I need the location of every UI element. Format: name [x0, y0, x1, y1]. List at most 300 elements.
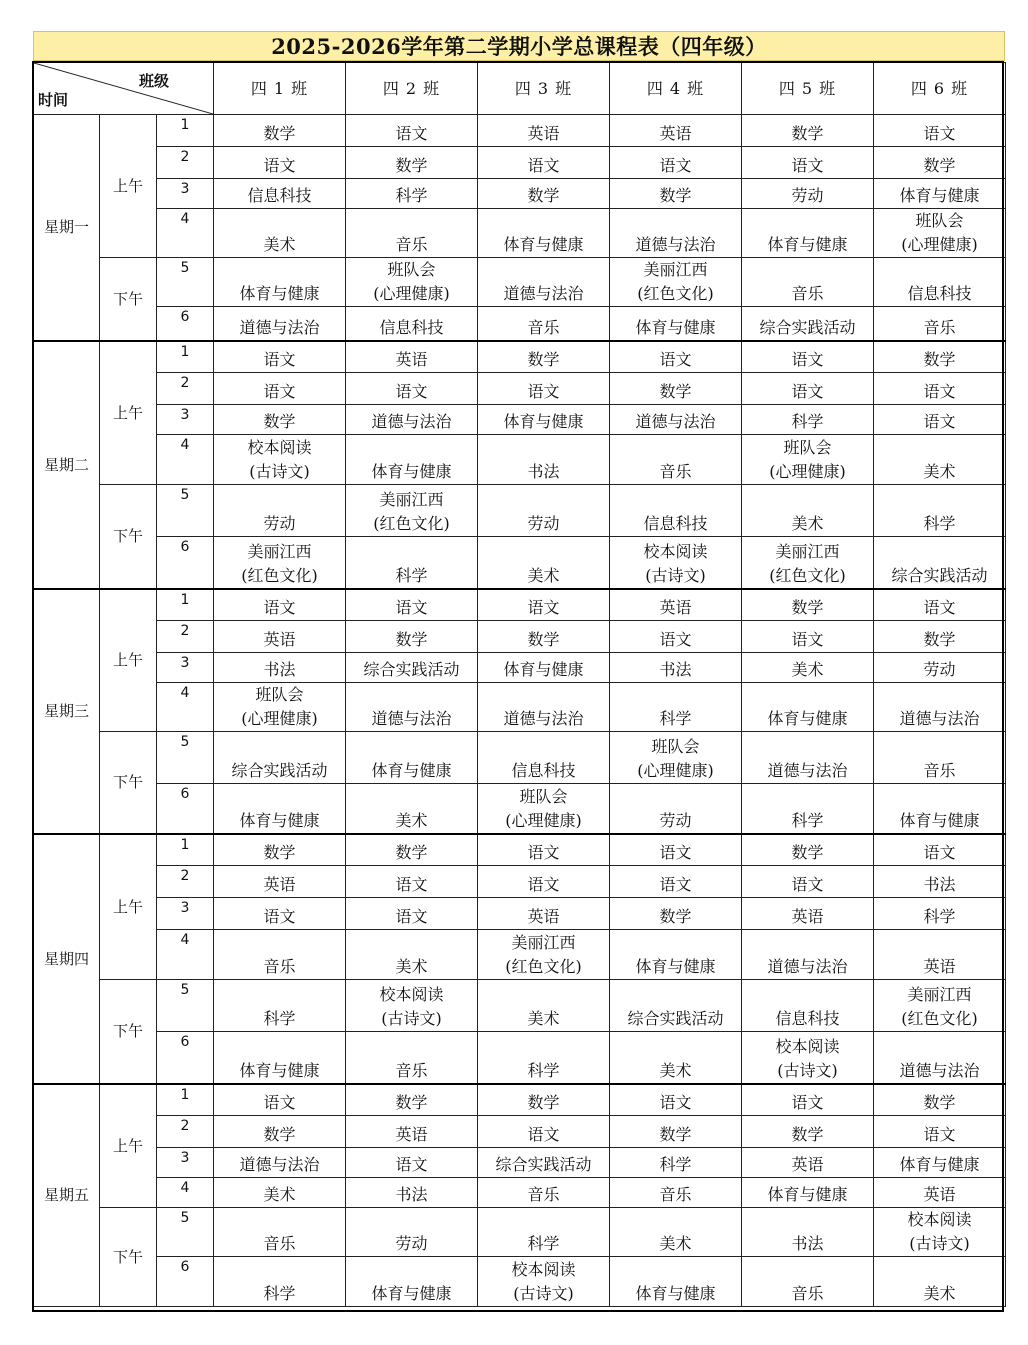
- subject-cell: [478, 834, 610, 866]
- subject-cell: [478, 683, 610, 732]
- subject-text: 语文: [791, 350, 824, 369]
- subject-cell: [346, 980, 478, 1032]
- subject-cell: [874, 866, 1006, 898]
- subject-text: 美术: [527, 1009, 560, 1028]
- subject-text: 信息科技: [643, 514, 708, 533]
- period-number: 5: [157, 980, 214, 1032]
- subject-cell: [346, 866, 478, 898]
- subject-cell: [742, 115, 874, 147]
- subject-text: 语文: [659, 630, 692, 649]
- subject-cell: [610, 1084, 742, 1116]
- subject-text: 班队会: [915, 211, 964, 230]
- subject-text: 英语: [263, 875, 296, 894]
- subject-text: (古诗文): [909, 1234, 970, 1253]
- subject-cell: [346, 930, 478, 980]
- subject-text: 美术: [395, 810, 428, 830]
- subject-text: 劳动: [527, 514, 560, 533]
- subject-text: 数学: [527, 1093, 560, 1112]
- table-row: [34, 683, 1006, 732]
- subject-text: 音乐: [395, 235, 428, 254]
- subject-text: 美术: [791, 514, 824, 533]
- period-number: 6: [157, 307, 214, 341]
- subject-text: 语文: [923, 843, 956, 862]
- period-number: 6: [157, 784, 214, 834]
- subject-text: 语文: [923, 382, 956, 401]
- subject-cell: [214, 179, 346, 209]
- subject-text: 综合实践活动: [759, 317, 856, 337]
- subject-text: 科学: [923, 514, 956, 533]
- subject-cell: [478, 341, 610, 373]
- period-number: 1: [157, 834, 214, 866]
- period-number: 5: [157, 485, 214, 537]
- subject-cell: [742, 1032, 874, 1084]
- subject-text: 校本阅读: [643, 541, 708, 561]
- subject-cell: [346, 1208, 478, 1257]
- subject-cell: [478, 653, 610, 683]
- subject-cell: [874, 537, 1006, 589]
- subject-text: 综合实践活动: [363, 660, 460, 679]
- subject-cell: [214, 435, 346, 485]
- subject-text: 科学: [659, 709, 692, 728]
- table-row: [34, 485, 1006, 537]
- subject-text: 英语: [395, 350, 428, 369]
- subject-text: 数学: [659, 1125, 692, 1144]
- subject-text: 道德与法治: [371, 709, 452, 728]
- subject-cell: [610, 1032, 742, 1084]
- subject-text: 数学: [395, 1093, 428, 1112]
- subject-text: 体育与健康: [503, 412, 584, 431]
- subject-text: 劳动: [395, 1234, 428, 1253]
- subject-text: 数学: [923, 350, 956, 369]
- subject-cell: [874, 834, 1006, 866]
- subject-text: 语文: [527, 156, 560, 175]
- subject-cell: [610, 435, 742, 485]
- subject-cell: [478, 930, 610, 980]
- subject-cell: [214, 589, 346, 621]
- subject-cell: [742, 898, 874, 930]
- subject-cell: [742, 258, 874, 307]
- subject-text: 语文: [659, 1093, 692, 1112]
- subject-cell: [214, 341, 346, 373]
- subject-text: 美丽江西: [511, 933, 576, 952]
- subject-cell: [610, 147, 742, 179]
- subject-text: 英语: [395, 1125, 428, 1144]
- subject-text: 数学: [791, 843, 824, 862]
- subject-cell: [874, 258, 1006, 307]
- subject-text: 音乐: [395, 1060, 428, 1080]
- subject-cell: [742, 784, 874, 834]
- subject-text: 语文: [263, 1093, 296, 1112]
- class-axis-label: 班级: [139, 72, 170, 90]
- subject-cell: [214, 1116, 346, 1148]
- subject-cell: [742, 1116, 874, 1148]
- subject-cell: [478, 866, 610, 898]
- subject-cell: [610, 1178, 742, 1208]
- table-row: [34, 866, 1006, 898]
- subject-text: 英语: [659, 124, 692, 143]
- period-number: 2: [157, 866, 214, 898]
- subject-cell: [610, 621, 742, 653]
- afternoon-label: 下午: [100, 258, 157, 341]
- subject-cell: [610, 683, 742, 732]
- subject-cell: [742, 653, 874, 683]
- subject-text: (心理健康): [373, 284, 450, 303]
- subject-cell: [742, 930, 874, 980]
- subject-text: 英语: [527, 124, 560, 143]
- subject-text: 体育与健康: [767, 709, 848, 728]
- afternoon-label: 下午: [100, 732, 157, 834]
- morning-label: 上午: [100, 1084, 157, 1208]
- subject-cell: [610, 834, 742, 866]
- subject-text: 数学: [923, 630, 956, 649]
- period-number: 5: [157, 258, 214, 307]
- subject-text: 语文: [791, 1093, 824, 1112]
- subject-cell: [478, 980, 610, 1032]
- subject-cell: [874, 341, 1006, 373]
- subject-cell: [874, 179, 1006, 209]
- subject-text: 语文: [263, 350, 296, 369]
- subject-cell: [214, 373, 346, 405]
- subject-text: 数学: [923, 1093, 956, 1112]
- subject-cell: [346, 1084, 478, 1116]
- subject-text: 校本阅读: [379, 985, 444, 1004]
- subject-text: 美术: [791, 660, 824, 679]
- subject-text: 英语: [263, 630, 296, 649]
- subject-cell: [346, 1116, 478, 1148]
- subject-text: 道德与法治: [767, 761, 848, 780]
- subject-text: 语文: [395, 382, 428, 401]
- subject-cell: [214, 621, 346, 653]
- subject-cell: [214, 209, 346, 258]
- subject-cell: [346, 341, 478, 373]
- period-number: 3: [157, 405, 214, 435]
- subject-cell: [610, 537, 742, 589]
- time-axis-label: 时间: [38, 91, 69, 109]
- subject-text: 体育与健康: [239, 810, 320, 830]
- subject-cell: [478, 179, 610, 209]
- subject-cell: [214, 980, 346, 1032]
- subject-cell: [742, 589, 874, 621]
- subject-cell: [742, 980, 874, 1032]
- subject-text: 音乐: [923, 761, 956, 780]
- subject-text: 综合实践活动: [891, 565, 988, 585]
- subject-cell: [214, 653, 346, 683]
- subject-text: 信息科技: [907, 284, 972, 303]
- subject-text: 数学: [659, 382, 692, 401]
- subject-text: 劳动: [791, 186, 824, 205]
- subject-text: 班队会: [387, 260, 436, 279]
- subject-text: 体育与健康: [503, 235, 584, 254]
- subject-cell: [874, 621, 1006, 653]
- subject-cell: [214, 307, 346, 341]
- table-row: [34, 1178, 1006, 1208]
- subject-text: 数学: [527, 350, 560, 369]
- subject-text: 数学: [791, 1125, 824, 1144]
- class-header: 四 1 班: [214, 63, 346, 115]
- subject-cell: [742, 621, 874, 653]
- subject-cell: [610, 179, 742, 209]
- period-number: 6: [157, 1032, 214, 1084]
- subject-text: 体育与健康: [503, 660, 584, 679]
- subject-cell: [874, 147, 1006, 179]
- subject-text: (心理健康): [637, 761, 714, 780]
- subject-cell: [346, 405, 478, 435]
- subject-cell: [214, 1257, 346, 1307]
- subject-text: 音乐: [263, 1234, 296, 1253]
- subject-text: 校本阅读: [775, 1036, 840, 1056]
- table-row: [34, 115, 1006, 147]
- subject-text: (古诗文): [777, 1060, 838, 1080]
- weekday-label: 星期一: [34, 115, 100, 341]
- subject-text: 英语: [923, 1185, 956, 1204]
- subject-cell: [610, 930, 742, 980]
- subject-cell: [478, 1084, 610, 1116]
- subject-cell: [478, 1148, 610, 1178]
- subject-cell: [874, 1032, 1006, 1084]
- subject-cell: [478, 373, 610, 405]
- subject-cell: [346, 537, 478, 589]
- subject-cell: [346, 834, 478, 866]
- subject-cell: [478, 1257, 610, 1307]
- subject-cell: [214, 115, 346, 147]
- period-number: 3: [157, 1148, 214, 1178]
- subject-cell: [610, 1148, 742, 1178]
- subject-text: 语文: [395, 875, 428, 894]
- subject-text: 校本阅读: [907, 1210, 972, 1229]
- subject-text: 体育与健康: [635, 317, 716, 337]
- subject-cell: [346, 258, 478, 307]
- subject-cell: [610, 485, 742, 537]
- subject-cell: [478, 1116, 610, 1148]
- table-row: [34, 435, 1006, 485]
- subject-text: 语文: [659, 875, 692, 894]
- subject-cell: [214, 1084, 346, 1116]
- corner-header: [34, 63, 214, 115]
- table-row: [34, 621, 1006, 653]
- subject-cell: [610, 866, 742, 898]
- subject-text: 体育与健康: [899, 186, 980, 205]
- subject-text: 道德与法治: [767, 957, 848, 976]
- subject-text: 语文: [527, 875, 560, 894]
- table-row: [34, 373, 1006, 405]
- subject-cell: [346, 1148, 478, 1178]
- subject-cell: [874, 1208, 1006, 1257]
- subject-cell: [214, 834, 346, 866]
- period-number: 2: [157, 1116, 214, 1148]
- subject-text: 体育与健康: [899, 810, 980, 830]
- table-row: [34, 179, 1006, 209]
- subject-cell: [610, 209, 742, 258]
- subject-text: (心理健康): [241, 709, 318, 728]
- subject-text: 语文: [263, 156, 296, 175]
- subject-cell: [874, 980, 1006, 1032]
- subject-cell: [742, 866, 874, 898]
- subject-cell: [610, 1208, 742, 1257]
- period-number: 4: [157, 683, 214, 732]
- schedule-table: [33, 62, 1006, 1307]
- subject-text: 美丽江西: [379, 490, 444, 509]
- subject-text: 校本阅读: [511, 1260, 576, 1279]
- subject-cell: [874, 115, 1006, 147]
- subject-cell: [346, 683, 478, 732]
- subject-text: 体育与健康: [371, 1284, 452, 1303]
- subject-text: 班队会: [519, 786, 568, 806]
- table-row: [34, 307, 1006, 341]
- subject-text: 综合实践活动: [495, 1155, 592, 1174]
- subject-text: 语文: [659, 843, 692, 862]
- class-header: 四 3 班: [478, 63, 610, 115]
- subject-text: 综合实践活动: [627, 1009, 724, 1028]
- period-number: 3: [157, 898, 214, 930]
- morning-label: 上午: [100, 589, 157, 732]
- subject-text: 数学: [527, 630, 560, 649]
- subject-cell: [742, 1148, 874, 1178]
- subject-cell: [874, 405, 1006, 435]
- subject-cell: [610, 784, 742, 834]
- subject-text: 书法: [263, 660, 296, 679]
- subject-cell: [478, 732, 610, 784]
- subject-cell: [610, 1116, 742, 1148]
- subject-cell: [346, 1178, 478, 1208]
- subject-cell: [874, 653, 1006, 683]
- afternoon-label: 下午: [100, 1208, 157, 1307]
- subject-cell: [742, 405, 874, 435]
- weekday-label: 星期四: [34, 834, 100, 1084]
- subject-text: 音乐: [527, 317, 560, 337]
- subject-text: 书法: [395, 1185, 428, 1204]
- subject-cell: [346, 784, 478, 834]
- afternoon-label: 下午: [100, 485, 157, 589]
- subject-text: 体育与健康: [635, 957, 716, 976]
- subject-text: 数学: [659, 907, 692, 926]
- subject-text: 体育与健康: [767, 1185, 848, 1204]
- subject-text: 音乐: [659, 462, 692, 481]
- subject-cell: [478, 784, 610, 834]
- table-row: [34, 784, 1006, 834]
- table-row: [34, 1148, 1006, 1178]
- subject-text: 语文: [791, 875, 824, 894]
- subject-text: 音乐: [791, 284, 824, 303]
- afternoon-label: 下午: [100, 980, 157, 1084]
- subject-text: 语文: [527, 1125, 560, 1144]
- subject-cell: [214, 683, 346, 732]
- subject-text: (红色文化): [241, 565, 318, 585]
- subject-cell: [478, 1032, 610, 1084]
- subject-cell: [346, 147, 478, 179]
- subject-cell: [610, 341, 742, 373]
- period-number: 4: [157, 1178, 214, 1208]
- subject-text: 美丽江西: [643, 260, 708, 279]
- subject-text: 美丽江西: [907, 985, 972, 1004]
- subject-text: 美术: [527, 565, 560, 585]
- subject-cell: [610, 307, 742, 341]
- subject-text: 英语: [527, 907, 560, 926]
- subject-cell: [874, 1148, 1006, 1178]
- subject-cell: [742, 179, 874, 209]
- period-number: 1: [157, 341, 214, 373]
- subject-cell: [214, 784, 346, 834]
- subject-text: 语文: [263, 907, 296, 926]
- subject-cell: [742, 537, 874, 589]
- subject-cell: [610, 589, 742, 621]
- subject-cell: [478, 898, 610, 930]
- subject-text: 英语: [923, 957, 956, 976]
- subject-text: 语文: [791, 382, 824, 401]
- subject-cell: [346, 485, 478, 537]
- subject-text: 语文: [527, 382, 560, 401]
- subject-cell: [610, 898, 742, 930]
- subject-text: (心理健康): [901, 235, 978, 254]
- subject-text: 数学: [395, 630, 428, 649]
- period-number: 2: [157, 147, 214, 179]
- subject-text: 道德与法治: [239, 317, 320, 337]
- period-number: 5: [157, 1208, 214, 1257]
- subject-text: (古诗文): [645, 565, 706, 585]
- subject-cell: [214, 1208, 346, 1257]
- subject-text: 英语: [791, 1155, 824, 1174]
- subject-cell: [874, 1116, 1006, 1148]
- subject-text: 校本阅读: [247, 438, 312, 457]
- period-number: 4: [157, 435, 214, 485]
- subject-text: (古诗文): [513, 1284, 574, 1303]
- subject-cell: [478, 621, 610, 653]
- subject-text: 音乐: [263, 957, 296, 976]
- subject-cell: [742, 1084, 874, 1116]
- subject-cell: [478, 537, 610, 589]
- table-row: [34, 930, 1006, 980]
- subject-text: 科学: [395, 565, 428, 585]
- subject-text: 美术: [395, 957, 428, 976]
- subject-text: 道德与法治: [371, 412, 452, 431]
- subject-cell: [478, 1178, 610, 1208]
- subject-text: 科学: [263, 1284, 296, 1303]
- subject-text: 语文: [263, 382, 296, 401]
- subject-cell: [874, 898, 1006, 930]
- subject-text: 语文: [395, 1155, 428, 1174]
- subject-cell: [214, 1178, 346, 1208]
- class-header: 四 2 班: [346, 63, 478, 115]
- class-header: 四 5 班: [742, 63, 874, 115]
- table-row: [34, 258, 1006, 307]
- subject-cell: [478, 485, 610, 537]
- subject-text: 美术: [659, 1234, 692, 1253]
- subject-text: 美术: [923, 1284, 956, 1303]
- subject-text: 信息科技: [379, 317, 444, 337]
- table-row: [34, 1208, 1006, 1257]
- subject-cell: [874, 435, 1006, 485]
- subject-text: 体育与健康: [635, 1284, 716, 1303]
- subject-cell: [874, 307, 1006, 341]
- subject-cell: [874, 1178, 1006, 1208]
- subject-text: 语文: [923, 1125, 956, 1144]
- subject-text: 数学: [263, 843, 296, 862]
- subject-text: 信息科技: [775, 1009, 840, 1028]
- table-row: [34, 341, 1006, 373]
- subject-text: (红色文化): [373, 514, 450, 533]
- subject-cell: [610, 980, 742, 1032]
- subject-text: (红色文化): [901, 1009, 978, 1028]
- table-row: [34, 1116, 1006, 1148]
- subject-text: 体育与健康: [239, 284, 320, 303]
- subject-cell: [478, 258, 610, 307]
- subject-text: 体育与健康: [371, 462, 452, 481]
- header-row: [34, 63, 1006, 115]
- subject-text: 道德与法治: [239, 1155, 320, 1174]
- subject-cell: [346, 115, 478, 147]
- period-number: 4: [157, 209, 214, 258]
- subject-text: 语文: [923, 412, 956, 431]
- weekday-label: 星期五: [34, 1084, 100, 1307]
